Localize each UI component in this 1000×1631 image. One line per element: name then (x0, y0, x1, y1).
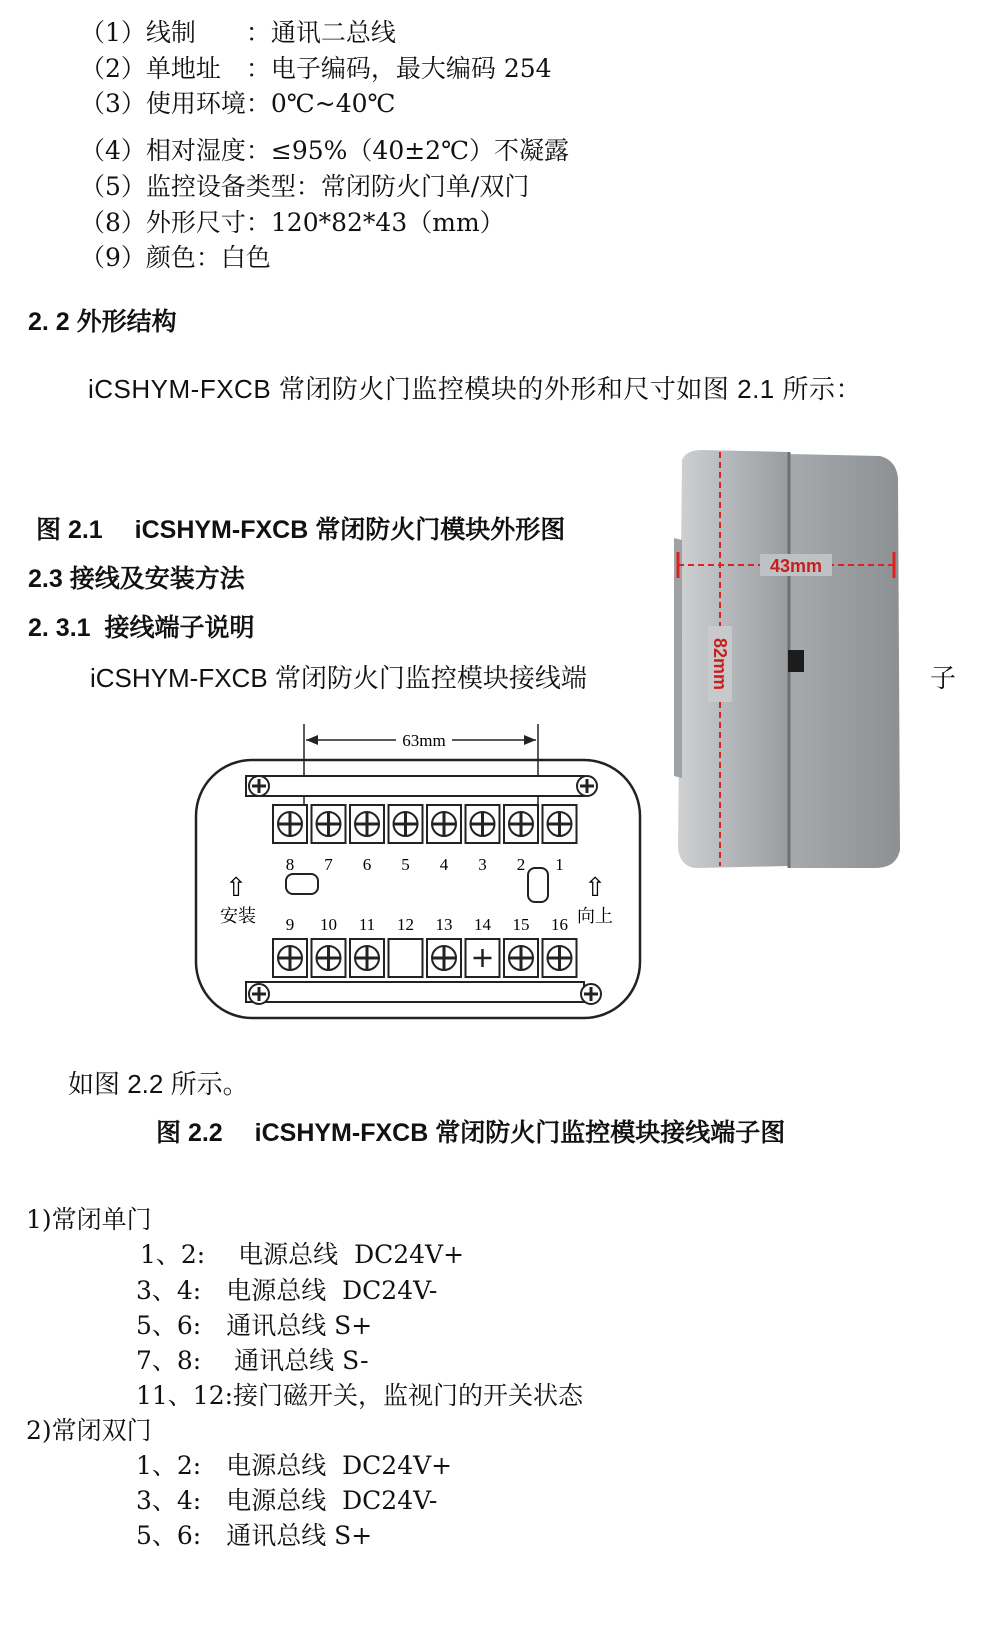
double-door-item: 3、4: 电源总线 DC24V- (136, 1486, 438, 1515)
terminal-number: 10 (320, 915, 337, 934)
single-door-item: 7、8: 通讯总线 S- (136, 1346, 369, 1375)
spacing-label: 63mm (402, 731, 446, 750)
terminal-number: 4 (439, 855, 449, 874)
section-2-3-1-heading: 2. 3.1 接线端子说明 (28, 614, 255, 642)
height-dimension-label: 82mm (710, 637, 730, 691)
terminal-screw-1 (543, 805, 577, 843)
mounting-screw-bottom-left (249, 984, 269, 1004)
terminal-screw-11 (350, 939, 384, 977)
spec-line-dimensions: （8）外形尺寸：120*82*43（mm） (80, 208, 505, 237)
terminal-number: 1 (555, 855, 564, 874)
spec-line-humidity: （4）相对湿度：≤95%（40±2℃）不凝露 (80, 136, 570, 165)
spec-line-color: （9）颜色：白色 (80, 243, 271, 272)
figure-2-2-caption: 图 2.2 iCSHYM-FXCB 常闭防火门监控模块接线端子图 (156, 1119, 786, 1147)
terminal-number: 9 (285, 915, 295, 934)
device-side-photo (668, 448, 904, 872)
terminal-screw-7 (312, 805, 346, 843)
single-door-title: 1)常闭单门 (26, 1205, 152, 1234)
double-door-item: 5、6: 通讯总线 S+ (136, 1521, 373, 1550)
single-door-item: 1、2: 电源总线 DC24V+ (140, 1240, 465, 1269)
terminal-number: 6 (362, 855, 372, 874)
terminal-screw-9 (273, 939, 307, 977)
mounting-screw-top-right (577, 776, 597, 796)
spec-line-device-type: （5）监控设备类型：常闭防火门单/双门 (80, 172, 530, 201)
terminal-diagram (190, 718, 650, 1038)
double-door-title: 2)常闭双门 (26, 1416, 152, 1445)
figure-2-1-caption: 图 2.1 iCSHYM-FXCB 常闭防火门模块外形图 (36, 516, 566, 544)
left-reed-switch-slot (286, 874, 318, 894)
terminal-screw-15 (504, 939, 538, 977)
spec-line-address: （2）单地址 ：电子编码，最大编码 254 (80, 54, 552, 83)
section-2-3-1-intro-tail: 子 (930, 663, 957, 693)
terminal-screw-6 (350, 805, 384, 843)
terminal-number: 11 (358, 915, 376, 934)
terminal-screw-5 (389, 805, 423, 843)
terminal-number: 16 (551, 915, 568, 934)
terminal-screw-8 (273, 805, 307, 843)
terminal-number: 7 (324, 855, 333, 874)
terminal-number: 2 (516, 855, 526, 874)
spec-line-environment: （3）使用环境：0℃~40℃ (80, 89, 396, 118)
terminal-number: 15 (512, 915, 530, 934)
spec-line-wiring: （1）线制 ：通讯二总线 (80, 18, 396, 47)
section-2-2-heading: 2. 2 外形结构 (28, 308, 177, 336)
up-direction-arrow-icon: ⇧ (584, 873, 606, 903)
mounting-screw-top-left (249, 776, 269, 796)
terminal-number: 8 (285, 855, 295, 874)
double-door-item: 1、2: 电源总线 DC24V+ (136, 1451, 453, 1480)
terminal-screw-3 (466, 805, 500, 843)
install-up-arrow-icon: ⇧ (225, 873, 247, 903)
terminal-screw-12 (389, 939, 423, 977)
terminal-screw-13 (427, 939, 461, 977)
terminal-number: 14 (474, 915, 491, 934)
mounting-screw-bottom-right (581, 984, 601, 1004)
section-2-2-intro: iCSHYM-FXCB 常闭防火门监控模块的外形和尺寸如图 2.1 所示： (88, 374, 862, 404)
terminal-screw-16 (543, 939, 577, 977)
terminal-number: 13 (435, 915, 453, 934)
section-2-3-1-intro-continued: 如图 2.2 所示。 (68, 1069, 249, 1099)
install-label: 安装 (220, 906, 256, 927)
terminal-screw-4 (427, 805, 461, 843)
terminal-screw-14 (466, 939, 500, 977)
terminal-screw-2 (504, 805, 538, 843)
terminal-number: 12 (397, 915, 414, 934)
single-door-item: 11、12:接门磁开关，监视门的开关状态 (136, 1381, 584, 1410)
section-2-3-1-intro: iCSHYM-FXCB 常闭防火门监控模块接线端 (90, 663, 587, 693)
terminal-screw-10 (312, 939, 346, 977)
single-door-item: 3、4: 电源总线 DC24V- (136, 1276, 438, 1305)
terminal-number: 5 (401, 855, 410, 874)
right-reed-switch-slot (528, 868, 548, 902)
section-2-3-heading: 2.3 接线及安装方法 (28, 565, 245, 593)
up-direction-label: 向上 (577, 906, 613, 927)
terminal-number: 3 (478, 855, 487, 874)
width-dimension-label: 43mm (769, 556, 823, 576)
single-door-item: 5、6: 通讯总线 S+ (136, 1311, 373, 1340)
